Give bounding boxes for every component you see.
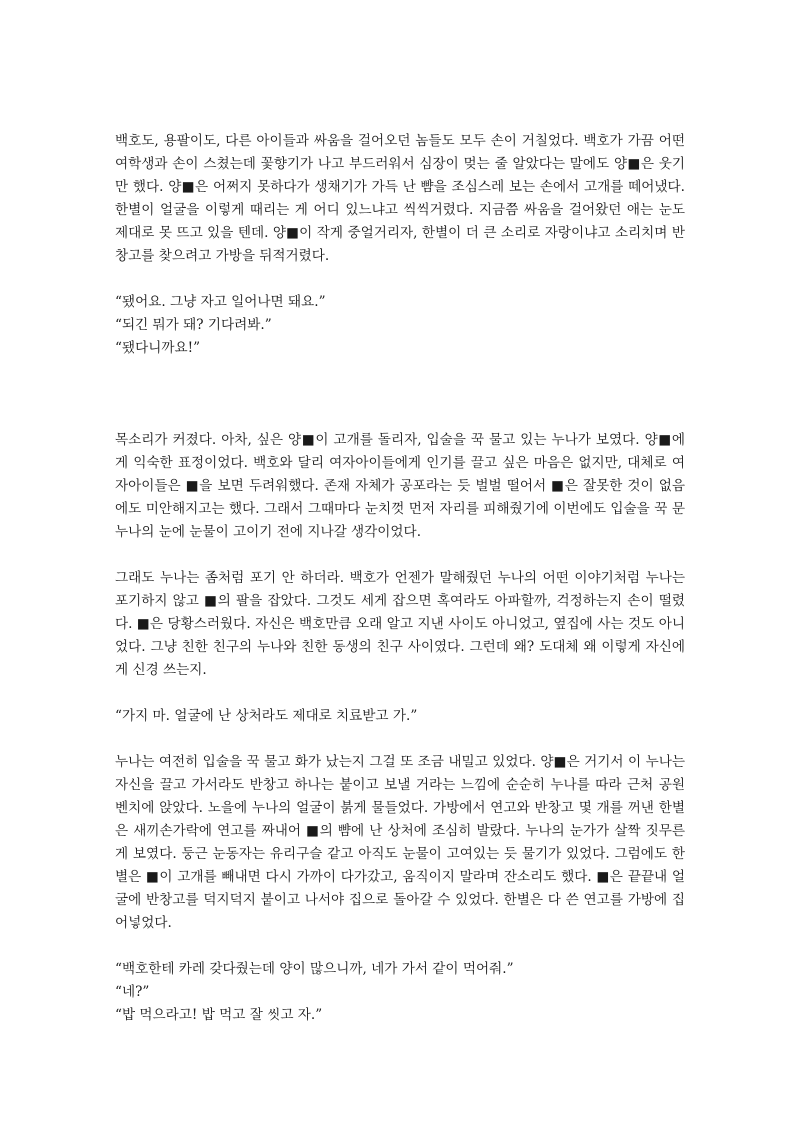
document-page	[115, 130, 685, 1027]
paragraph-gap	[115, 544, 685, 567]
dialogue-line: “됐어요. 그냥 자고 일어나면 돼요.”	[115, 294, 326, 310]
dialogue-line: “백호한테 카레 갖다줬는데 양이 많으니까, 네가 가서 같이 먹어줘.”	[115, 961, 514, 977]
paragraph-gap	[115, 268, 685, 291]
dialogue-line: “가지 마. 얼굴에 난 상처라도 제대로 치료받고 가.”	[115, 708, 418, 724]
paragraph: 그래도 누나는 좀처럼 포기 안 하더라. 백호가 언젠가 말해줬던 누나의 어떤 이야기처럼 누나는 포기하지 않고 ■의 팔을 잡았다. 그것도 세게 잡으면 혹여라도 아파할까, 걱정하는지 손이 떨렸다. ■은 당황스러웠다. 자신은 백호만큼 오래 알고 지낸 사이도 아니었고, 옆집에 사는 것도 아니었다. 그냥 친한 친구의 누나와 친한 동생의 친구 사이였다. 그런데 왜? 도대체 왜 이렇게 자신에게 신경 쓰는지.	[115, 570, 685, 678]
paragraph-gap	[115, 728, 685, 751]
dialogue-line: “됐다니까요!”	[115, 340, 201, 356]
paragraph: 목소리가 커졌다. 아차, 싶은 양■이 고개를 돌리자, 입술을 꾹 물고 있는 누나가 보였다. 양■에게 익숙한 표정이었다. 백호와 달리 여자아이들에게 인기를 끌고 싶은 마음은 없지만, 대체로 여자아이들은 ■을 보면 두려워했다. 존재 자체가 공포라는 듯 벌벌 떨어서 ■은 잘못한 것이 없음에도 미안해지고는 했다. 그래서 그때마다 눈치껏 먼저 자리를 피해줬기에 이번에도 입술을 꾹 문 누나의 눈에 눈물이 고이기 전에 지나갈 생각이었다.	[115, 432, 685, 540]
paragraph: 누나는 여전히 입술을 꾹 물고 화가 났는지 그걸 또 조금 내밀고 있었다. 양■은 거기서 이 누나는 자신을 끌고 가서라도 반창고 하나는 붙이고 보낼 거라는 느낌에 순순히 누나를 따라 근처 공원 벤치에 앉았다. 노을에 누나의 얼굴이 붉게 물들었다. 가방에서 연고와 반창고 몇 개를 꺼낸 한별은 새끼손가락에 연고를 짜내어 ■의 뺨에 난 상처에 조심히 발랐다. 누나의 눈가가 살짝 짓무른 게 보였다. 둥근 눈동자는 유리구슬 같고 아직도 눈물이 고여있는 듯 물기가 있었다. 그럼에도 한별은 ■이 고개를 빼내면 다시 가까이 다가갔고, 움직이지 말라며 잔소리도 했다. ■은 끝끝내 얼굴에 반창고를 덕지덕지 붙이고 나서야 집으로 돌아갈 수 있었다. 한별은 다 쓴 연고를 가방에 집어넣었다.	[115, 754, 685, 931]
section-gap	[115, 360, 685, 429]
dialogue-line: “네?”	[115, 984, 150, 1000]
dialogue-line: “되긴 뭐가 돼? 기다려봐.”	[115, 317, 272, 333]
paragraph-gap	[115, 935, 685, 958]
paragraph-gap	[115, 682, 685, 705]
paragraph: 백호도, 용팔이도, 다른 아이들과 싸움을 걸어오던 놈들도 모두 손이 거칠었다. 백호가 가끔 어떤 여학생과 손이 스쳤는데 꽃향기가 나고 부드러워서 심장이 멎는 줄 알았다는 말에도 양■은 웃기만 했다. 양■은 어쩌지 못하다가 생채기가 가득 난 뺨을 조심스레 보는 손에서 고개를 떼어냈다. 한별이 얼굴을 이렇게 때리는 게 어디 있느냐고 씩씩거렸다. 지금쯤 싸움을 걸어왔던 애는 눈도 제대로 못 뜨고 있을 텐데. 양■이 작게 중얼거리자, 한별이 더 큰 소리로 자랑이냐고 소리치며 반창고를 찾으려고 가방을 뒤적거렸다.	[115, 133, 685, 264]
dialogue-line: “밥 먹으라고! 밥 먹고 잘 씻고 자.”	[115, 1007, 323, 1023]
